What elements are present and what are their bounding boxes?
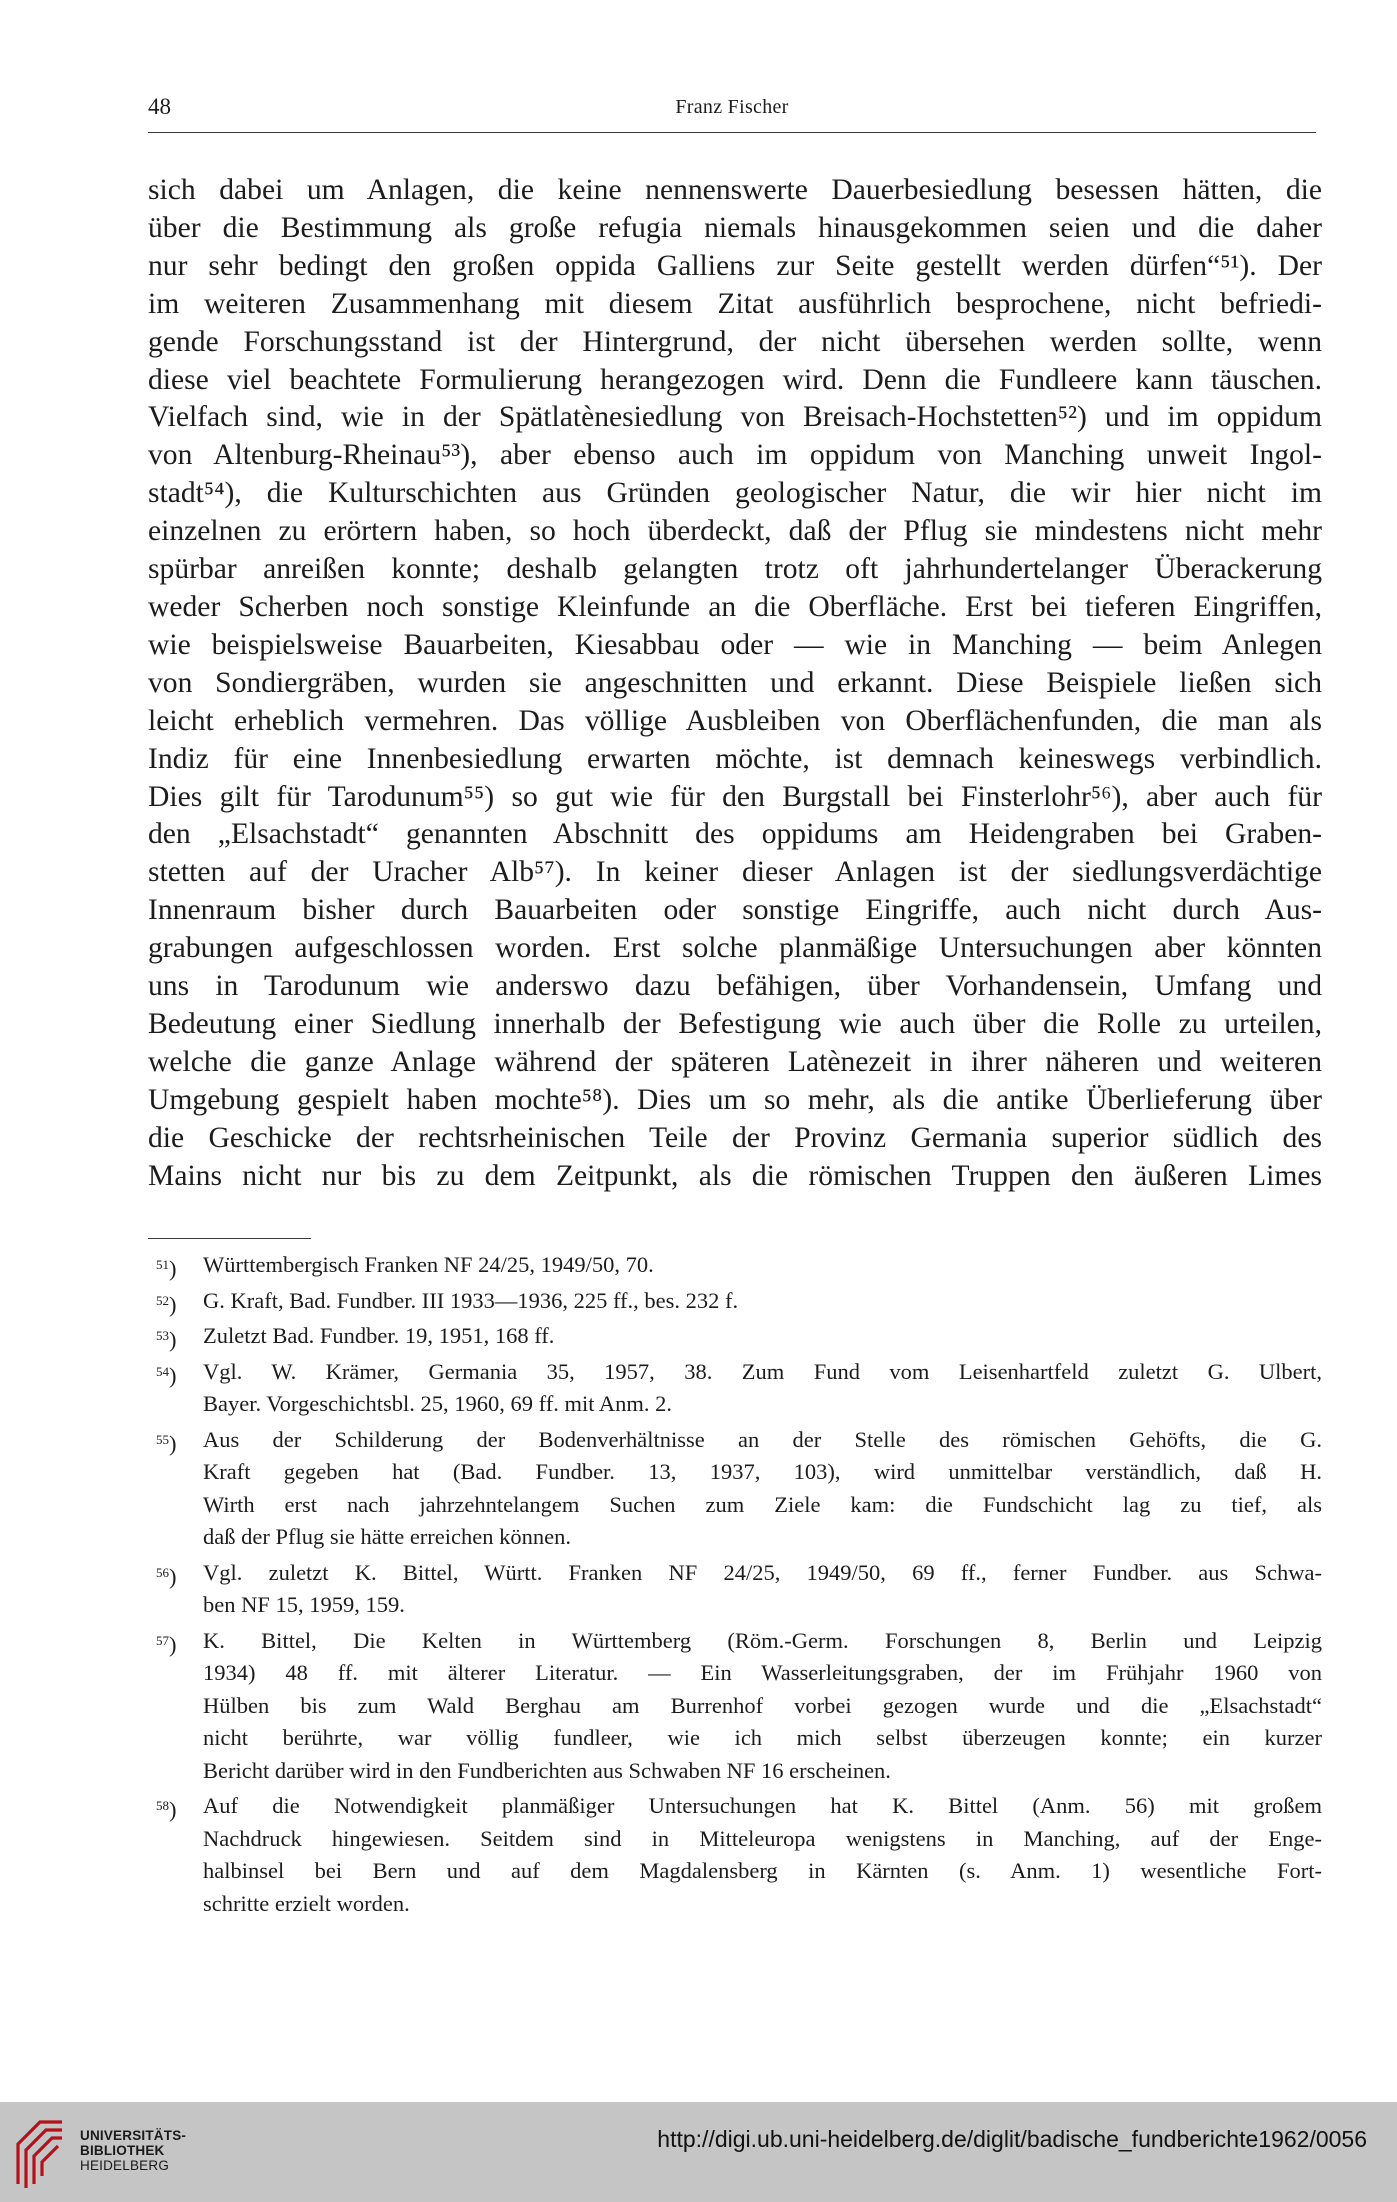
body-line: den „Elsachstadt“ genannten Abschnitt des oppidums am Heidengraben bei Graben-: [148, 818, 1322, 851]
footnote-marker: $^{58}$): [156, 1797, 177, 1823]
digitization-footer: [0, 2102, 1397, 2202]
body-line: von Altenburg-Rheinau⁵³), aber ebenso auch im oppidum von Manching unweit Ingol-: [148, 439, 1322, 472]
page-number: 48: [148, 94, 171, 119]
footnote-number: 55: [156, 1431, 169, 1447]
body-line: gende Forschungsstand ist der Hintergrund, der nicht übersehen werden sollte, wenn: [148, 325, 1322, 358]
footnote-line: schritte erzielt worden.: [203, 1890, 410, 1916]
footnote-line: Württembergisch Franken NF 24/25, 1949/50, 70.: [203, 1252, 654, 1277]
footnote-line: Nachdruck hingewiesen. Seitdem sind in Mitteleuropa wenigstens in Manching, auf der Enge-: [203, 1825, 1322, 1851]
footnote: [148, 1424, 1322, 1554]
footnote-marker: $^{53}$): [156, 1327, 177, 1353]
body-line: stetten auf der Uracher Alb⁵⁷). In keiner dieser Anlagen ist der siedlungsverdächtige: [148, 856, 1322, 889]
footnote-marker: $^{54}$): [156, 1362, 177, 1388]
footnote-line: ben NF 15, 1959, 159.: [203, 1592, 405, 1617]
body-line: wie beispielsweise Bauarbeiten, Kiesabbau oder — wie in Manching — beim Anlegen: [148, 628, 1322, 661]
footnote-line: nicht berührte, war völlig fundleer, wie ich mich selbst überzeugen konnte; ein kurzer: [203, 1725, 1322, 1750]
body-line: diese viel beachtete Formulierung herangezogen wird. Denn die Fundleere kann täuschen.: [148, 363, 1322, 396]
footnote-line: Auf die Notwendigkeit planmäßiger Untersuchungen hat K. Bittel (Anm. 56) mit großem: [203, 1793, 1322, 1818]
body-line: Dies gilt für Tarodunum⁵⁵) so gut wie für den Burgstall bei Finsterlohr⁵⁶), aber auch für: [148, 780, 1322, 813]
footnote-number: 56: [156, 1564, 169, 1580]
footnote-number: 57: [156, 1632, 169, 1648]
footnote-marker: $^{52}$): [156, 1291, 177, 1317]
footnote: [148, 1790, 1322, 1920]
body-text: [148, 172, 1322, 1195]
footnotes: [148, 1249, 1322, 1923]
footnote-line: G. Kraft, Bad. Fundber. III 1933—1936, 225 ff., bes. 232 f.: [203, 1287, 739, 1313]
body-line: im weiteren Zusammenhang mit diesem Zitat ausführlich besprochene, nicht befriedi-: [148, 287, 1322, 320]
footnote-number: 58: [156, 1798, 169, 1813]
footnote-line: Wirth erst nach jahrzehntelangem Suchen zum Ziele kam: die Fundschicht lag zu tief, als: [203, 1491, 1322, 1517]
body-line: sich dabei um Anlagen, die keine nennenswerte Dauerbesiedlung besessen hätten, die: [148, 174, 1322, 206]
footnote-marker: $^{57}$): [156, 1631, 177, 1657]
footnote-line: 1934) 48 ff. mit älterer Literatur. — Ein Wasserleitungsgraben, der im Frühjahr 1960 von: [203, 1660, 1322, 1685]
footnote-line: Hülben bis zum Wald Berghau am Burrenhof vorbei gezogen wurde und die „Elsachstadt“: [203, 1692, 1322, 1718]
body-line: einzelnen zu erörtern haben, so hoch überdeckt, daß der Pflug sie mindestens nicht mehr: [148, 515, 1322, 548]
logo-line: UNIVERSITÄTS-: [80, 2128, 187, 2143]
footnote-number: 52: [156, 1292, 169, 1308]
footnote-number: 54: [156, 1363, 169, 1379]
library-logo-icon: [14, 2114, 66, 2190]
footnote-separator: [148, 1238, 311, 1239]
footnote: [148, 1285, 1322, 1318]
footnote-line: Bayer. Vorgeschichtsbl. 25, 1960, 69 ff. mit Anm. 2.: [203, 1391, 672, 1416]
body-line: nur sehr bedingt den großen oppida Galliens zur Seite gestellt werden dürfen“⁵¹). Der: [148, 249, 1322, 282]
logo-line: HEIDELBERG: [80, 2158, 170, 2173]
body-line: spürbar anreißen konnte; deshalb gelangten trotz oft jahrhundertelanger Überackerung: [148, 553, 1322, 586]
footnote-line: Aus der Schilderung der Bodenverhältnisse an der Stelle des römischen Gehöfts, die G.: [203, 1426, 1322, 1452]
footnote: [148, 1356, 1322, 1421]
body-line: über die Bestimmung als große refugia niemals hinausgekommen seien und die daher: [148, 211, 1322, 244]
footnote-line: Bericht darüber wird in den Fundberichten aus Schwaben NF 16 erscheinen.: [203, 1757, 891, 1783]
body-line: Vielfach sind, wie in der Spätlatènesiedlung von Breisach-Hochstetten⁵²) und im oppidum: [148, 401, 1322, 434]
body-line: Umgebung gespielt haben mochte⁵⁸). Dies um so mehr, als die antike Überlieferung über: [148, 1083, 1322, 1116]
body-line: Mains nicht nur bis zu dem Zeitpunkt, als die römischen Truppen den äußeren Limes: [148, 1159, 1322, 1192]
library-logo-text: [80, 2128, 186, 2173]
footnote-line: halbinsel bei Bern und auf dem Magdalensberg in Kärnten (s. Anm. 1) wesentliche Fort-: [203, 1858, 1322, 1883]
footnote-line: Zuletzt Bad. Fundber. 19, 1951, 168 ff.: [203, 1323, 555, 1348]
footnote-marker: $^{56}$): [156, 1563, 177, 1589]
body-line: von Sondiergräben, wurden sie angeschnitten und erkannt. Diese Beispiele ließen sich: [148, 666, 1322, 699]
body-line: Indiz für eine Innenbesiedlung erwarten möchte, ist demnach keineswegs verbindlich.: [148, 742, 1322, 775]
footnote-number: 53: [156, 1328, 169, 1343]
footnote: [148, 1625, 1322, 1788]
footnote: [148, 1249, 1322, 1282]
footnote-line: K. Bittel, Die Kelten in Württemberg (Röm.-Germ. Forschungen 8, Berlin und Leipzig: [203, 1627, 1322, 1653]
running-head: Franz Fischer: [675, 96, 789, 118]
body-line: Innenraum bisher durch Bauarbeiten oder sonstige Eingriffe, auch nicht durch Aus-: [148, 894, 1322, 927]
footnote: [148, 1557, 1322, 1622]
footnote: [148, 1320, 1322, 1353]
footnote-line: Vgl. W. Krämer, Germania 35, 1957, 38. Zum Fund vom Leisenhartfeld zuletzt G. Ulbert,: [203, 1358, 1322, 1384]
footnote-line: Kraft gegeben hat (Bad. Fundber. 13, 1937, 103), wird unmittelbar verständlich, daß H.: [203, 1459, 1322, 1484]
footnote-line: daß der Pflug sie hätte erreichen können.: [203, 1524, 571, 1549]
body-line: leicht erheblich vermehren. Das völlige Ausbleiben von Oberflächenfunden, die man als: [148, 704, 1322, 737]
footnote-number: 51: [156, 1257, 169, 1272]
body-line: uns in Tarodunum wie anderswo dazu befähigen, über Vorhandensein, Umfang und: [148, 970, 1322, 1003]
logo-line: BIBLIOTHEK: [80, 2143, 165, 2158]
footnote-line: Vgl. zuletzt K. Bittel, Württ. Franken NF 24/25, 1949/50, 69 ff., ferner Fundber. aus Schwa-: [203, 1559, 1322, 1585]
body-line: welche die ganze Anlage während der späteren Latènezeit in ihrer näheren und weiteren: [148, 1045, 1322, 1078]
footnote-marker: $^{51}$): [156, 1256, 177, 1282]
page-header: [148, 92, 1316, 133]
source-url-link[interactable]: http://digi.ub.uni-heidelberg.de/diglit/badische_fundberichte1962/0056: [657, 2126, 1367, 2152]
body-line: Bedeutung einer Siedlung innerhalb der Befestigung wie auch über die Rolle zu urteilen,: [148, 1007, 1322, 1040]
body-line: grabungen aufgeschlossen worden. Erst solche planmäßige Untersuchungen aber könnten: [148, 932, 1322, 965]
body-line: stadt⁵⁴), die Kulturschichten aus Gründen geologischer Natur, die wir hier nicht im: [148, 477, 1322, 510]
body-line: die Geschicke der rechtsrheinischen Teile der Provinz Germania superior südlich des: [148, 1121, 1322, 1154]
body-line: weder Scherben noch sonstige Kleinfunde an die Oberfläche. Erst bei tieferen Eingriffen,: [148, 590, 1322, 623]
footnote-marker: $^{55}$): [156, 1430, 177, 1456]
